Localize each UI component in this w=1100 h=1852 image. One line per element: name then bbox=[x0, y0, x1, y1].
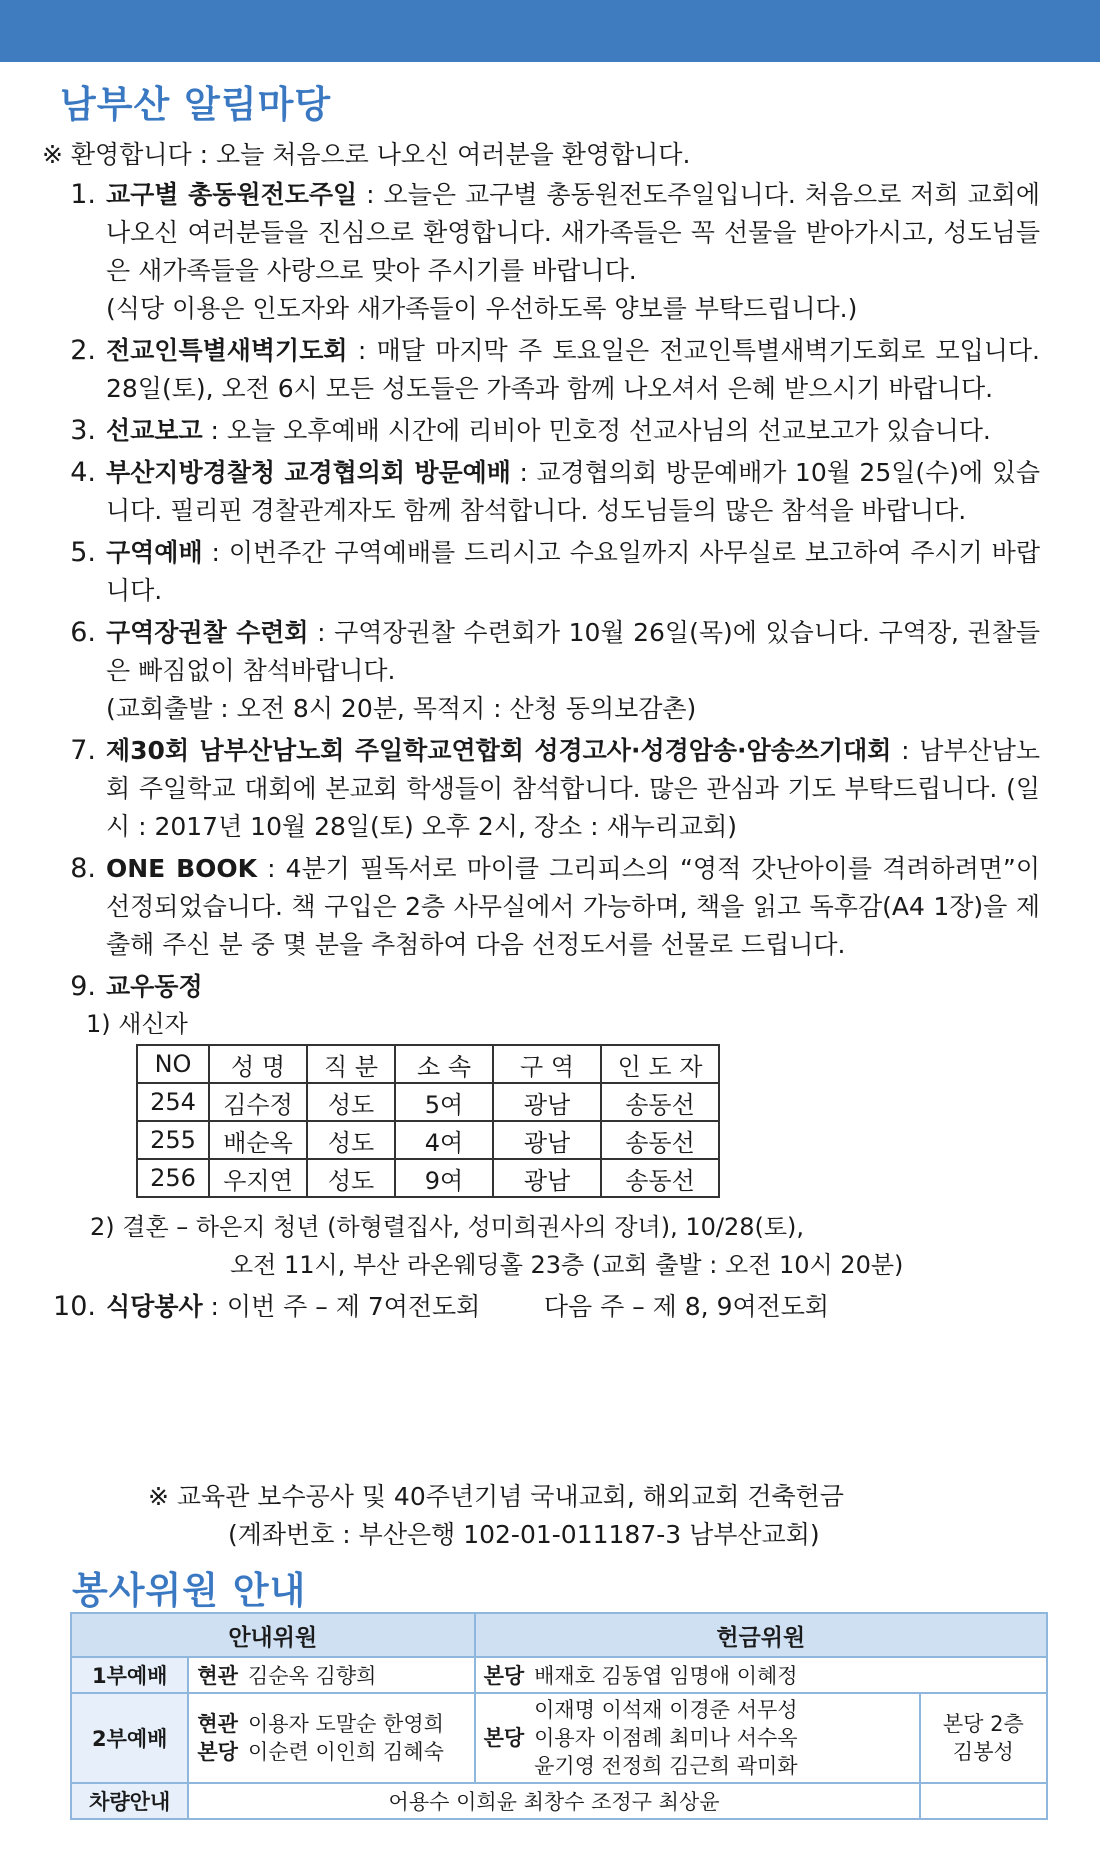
table-cell: 성도 bbox=[307, 1083, 395, 1121]
service-label: 차량안내 bbox=[71, 1783, 188, 1819]
header-cell: 직 분 bbox=[307, 1045, 395, 1083]
volunteer-names: 김봉성 bbox=[952, 1740, 1014, 1764]
table-cell: 광남 bbox=[493, 1083, 601, 1121]
volunteer-names: 윤기영 전정희 김근희 곽미화 bbox=[534, 1754, 798, 1778]
service-label: 1부예배 bbox=[71, 1657, 188, 1693]
notice-item-news bbox=[50, 968, 1040, 1006]
table-cell: 송동선 bbox=[601, 1083, 719, 1121]
volunteer-names: 이재명 이석재 이경준 서무성 bbox=[534, 1698, 798, 1722]
table-cell: 성도 bbox=[307, 1159, 395, 1197]
notice-title: ONE BOOK bbox=[106, 854, 258, 883]
volunteer-names: 이용자 이점례 최미나 서수옥 bbox=[534, 1726, 798, 1750]
location-label: 본당 2층 bbox=[942, 1712, 1024, 1736]
notice-item bbox=[50, 412, 1040, 450]
notice-title: 교구별 총동원전도주일 bbox=[106, 180, 358, 209]
marriage-line: 2) 결혼 – 하은지 청년 (하형렬집사, 성미희권사의 장녀), 10/28(토), bbox=[90, 1213, 805, 1241]
notice-title: 구역장권찰 수련회 bbox=[106, 618, 309, 647]
notice-item bbox=[50, 732, 1040, 846]
table-row bbox=[137, 1159, 719, 1197]
table-cell: 성도 bbox=[307, 1121, 395, 1159]
notice-title: 식당봉사 bbox=[106, 1292, 203, 1321]
volunteer-row-first bbox=[71, 1657, 1047, 1693]
header-cell: 구 역 bbox=[493, 1045, 601, 1083]
volunteer-row-second bbox=[71, 1693, 1047, 1783]
table-cell: 송동선 bbox=[601, 1159, 719, 1197]
notice-number: 9. bbox=[70, 971, 96, 1002]
notice-title: 전교인특별새벽기도회 bbox=[106, 336, 348, 365]
location-label: 본당 bbox=[483, 1664, 525, 1688]
table-cell: 9여 bbox=[395, 1159, 493, 1197]
volunteer-row-car bbox=[71, 1783, 1047, 1819]
volunteer-names: 이순련 이인희 김혜숙 bbox=[247, 1740, 444, 1764]
notice-text: : 교경협의회 방문예배가 10월 25일(수)에 있습니다. 필리핀 경찰관계자도 함께 참석합니다. 성도님들의 많은 참석을 바랍니다. bbox=[106, 458, 1040, 525]
notice-item bbox=[50, 850, 1040, 964]
notice-text: : 오늘 오후예배 시간에 리비아 민호정 선교사님의 선교보고가 있습니다. bbox=[202, 416, 991, 445]
notice-text: : 구역장권찰 수련회가 10월 26일(목)에 있습니다. 구역장, 권찰들은 빠짐없이 참석바랍니다. bbox=[106, 618, 1040, 685]
volunteer-section-title: 봉사위원 안내 bbox=[72, 1569, 307, 1612]
notice-item bbox=[50, 176, 1040, 328]
notice-title: 선교보고 bbox=[106, 416, 203, 445]
table-cell: 배순옥 bbox=[209, 1121, 307, 1159]
location-label: 본당 bbox=[483, 1726, 525, 1750]
notice-item bbox=[50, 614, 1040, 728]
notice-number: 5. bbox=[70, 537, 96, 568]
volunteer-names: 어용수 이희윤 최창수 조정구 최상윤 bbox=[188, 1783, 919, 1819]
newcomers-label: 1) 새신자 bbox=[86, 1010, 188, 1038]
table-cell: 255 bbox=[137, 1121, 209, 1159]
marriage-line: 오전 11시, 부산 라온웨딩홀 23층 (교회 출발 : 오전 10시 20분) bbox=[230, 1251, 904, 1279]
notice-item-kitchen bbox=[50, 1288, 1040, 1326]
table-cell: 광남 bbox=[493, 1121, 601, 1159]
notice-text: : 이번주간 구역예배를 드리시고 수요일까지 사무실로 보고하여 주시기 바랍니다. bbox=[106, 538, 1040, 605]
table-cell: 송동선 bbox=[601, 1121, 719, 1159]
notice-number: 10. bbox=[53, 1291, 96, 1322]
notice-number: 3. bbox=[70, 415, 96, 446]
table-cell: 김수정 bbox=[209, 1083, 307, 1121]
notice-title: 교우동정 bbox=[106, 972, 203, 1001]
notice-text: : 4분기 필독서로 마이클 그리피스의 “영적 갓난아이를 격려하려면”이 선정되었습니다. 책 구입은 2층 사무실에서 가능하며, 책을 읽고 독후감(A4 1장)을 제출해 주신 분 중 몇 분을 추첨하여 다음 선정도서를 선물로 드립니다. bbox=[106, 854, 1041, 959]
location-label: 본당 bbox=[197, 1740, 238, 1764]
notice-number: 1. bbox=[70, 179, 96, 210]
newcomers-table bbox=[136, 1044, 720, 1198]
table-cell: 5여 bbox=[395, 1083, 493, 1121]
fund-account-line: (계좌번호 : 부산은행 102-01-011187-3 남부산교회) bbox=[228, 1520, 820, 1549]
notice-number: 8. bbox=[70, 853, 96, 884]
notice-extra: (교회출발 : 오전 8시 20분, 목적지 : 산청 동의보감촌) bbox=[106, 694, 697, 723]
volunteer-names: 김순옥 김향희 bbox=[247, 1664, 377, 1688]
notice-list bbox=[50, 176, 1040, 1330]
service-label: 2부예배 bbox=[71, 1693, 188, 1783]
welcome-text: ※ 환영합니다 : 오늘 처음으로 나오신 여러분을 환영합니다. bbox=[42, 140, 691, 169]
fund-line: ※ 교육관 보수공사 및 40주년기념 국내교회, 해외교회 건축헌금 bbox=[148, 1482, 844, 1511]
volunteer-names: 배재호 김동엽 임명애 이혜정 bbox=[534, 1664, 798, 1688]
notice-number: 7. bbox=[70, 735, 96, 766]
volunteer-header-row bbox=[71, 1613, 1047, 1657]
notice-item bbox=[50, 454, 1040, 530]
notice-text: : 이번 주 – 제 7여전도회 다음 주 – 제 8, 9여전도회 bbox=[202, 1292, 830, 1321]
table-row bbox=[137, 1083, 719, 1121]
header-cell: 인 도 자 bbox=[601, 1045, 719, 1083]
volunteer-names: 이용자 도말순 한영희 bbox=[247, 1712, 444, 1736]
header-cell: 소 속 bbox=[395, 1045, 493, 1083]
offering-header: 헌금위원 bbox=[475, 1613, 1047, 1657]
notice-title: 제30회 남부산남노회 주일학교연합회 성경고사·성경암송·암송쓰기대회 bbox=[106, 736, 892, 765]
location-label: 현관 bbox=[197, 1664, 238, 1688]
notice-item bbox=[50, 332, 1040, 408]
table-cell: 256 bbox=[137, 1159, 209, 1197]
notice-number: 2. bbox=[70, 335, 96, 366]
notice-number: 4. bbox=[70, 457, 96, 488]
header-cell: 성 명 bbox=[209, 1045, 307, 1083]
notice-text: : 남부산남노회 주일학교 대회에 본교회 학생들이 참석합니다. 많은 관심과 기도 부탁드립니다. (일시 : 2017년 10월 28일(토) 오후 2시, 장소 : 새누리교회) bbox=[106, 736, 1040, 841]
table-cell: 광남 bbox=[493, 1159, 601, 1197]
notice-text: : 오늘은 교구별 총동원전도주일입니다. 처음으로 저희 교회에 나오신 여러분들을 진심으로 환영합니다. 새가족들은 꼭 선물을 받아가시고, 성도님들은 새가족들을 사랑으로 맞아 주시기를 바랍니다. bbox=[106, 180, 1040, 285]
notice-title: 부산지방경찰청 교경협의회 방문예배 bbox=[106, 458, 511, 487]
notice-text: : 매달 마지막 주 토요일은 전교인특별새벽기도회로 모입니다. 28일(토), 오전 6시 모든 성도들은 가족과 함께 나오셔서 은혜 받으시기 바랍니다. bbox=[106, 336, 1040, 403]
page-title: 남부산 알림마당 bbox=[60, 83, 332, 126]
location-label: 현관 bbox=[197, 1712, 238, 1736]
notice-number: 6. bbox=[70, 617, 96, 648]
table-cell: 254 bbox=[137, 1083, 209, 1121]
building-fund-notice bbox=[148, 1478, 844, 1554]
marriage-notice bbox=[50, 1208, 1040, 1284]
table-header-row bbox=[137, 1045, 719, 1083]
volunteer-table bbox=[70, 1612, 1048, 1820]
header-cell: NO bbox=[137, 1045, 209, 1083]
guide-header: 안내위원 bbox=[71, 1613, 475, 1657]
notice-extra: (식당 이용은 인도자와 새가족들이 우선하도록 양보를 부탁드립니다.) bbox=[106, 294, 858, 323]
table-row bbox=[137, 1121, 719, 1159]
notice-item bbox=[50, 534, 1040, 610]
table-cell: 우지연 bbox=[209, 1159, 307, 1197]
top-banner bbox=[0, 0, 1100, 62]
notice-title: 구역예배 bbox=[106, 538, 203, 567]
table-cell: 4여 bbox=[395, 1121, 493, 1159]
